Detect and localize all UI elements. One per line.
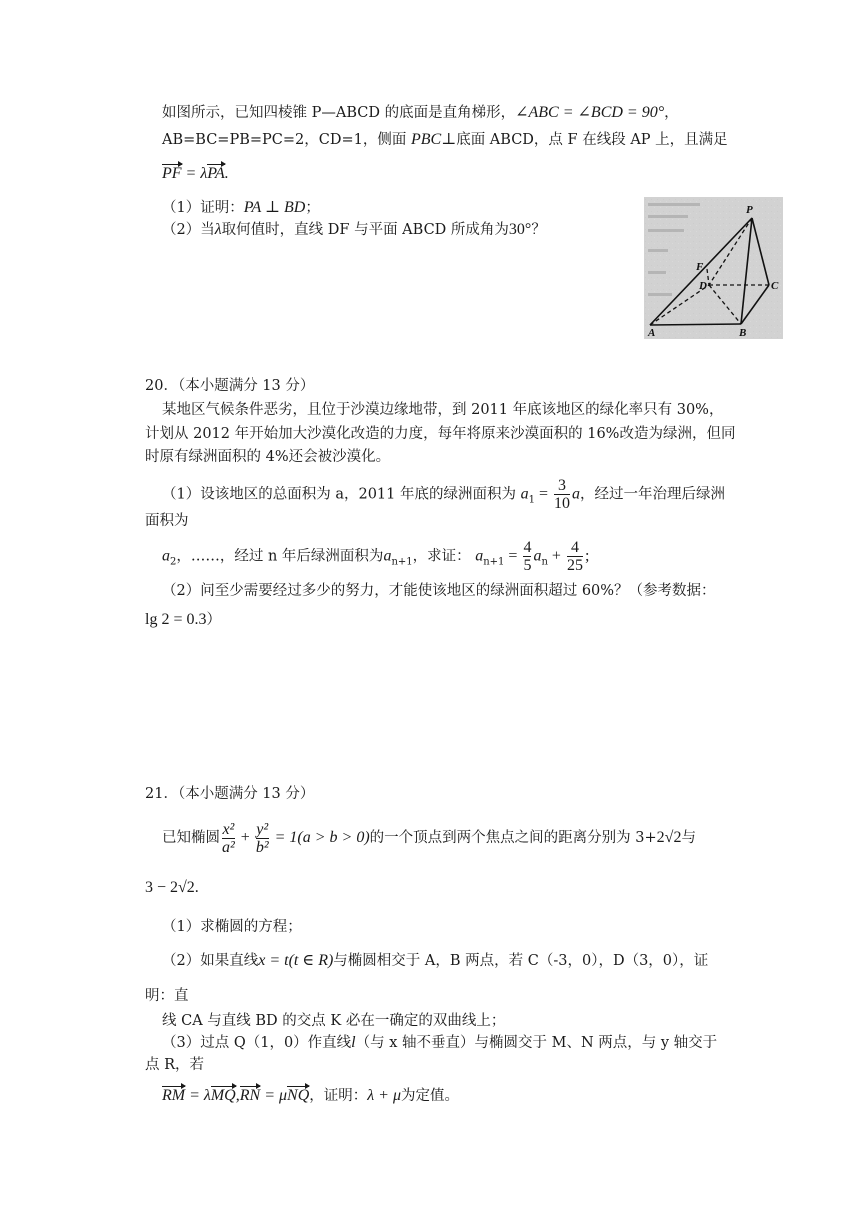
q21-part3-cont: 点 R，若	[145, 1057, 205, 1073]
vertex-label-p: P	[746, 204, 753, 216]
fraction-x2-a2: $\frac{\text{x²}}{\text{a²}}$	[222, 820, 235, 856]
q20-intro-line3: 时原有绿洲面积的 4%还会被沙漠化。	[145, 449, 391, 465]
vector-pf: PF	[162, 163, 182, 185]
q20-part1-equation: $a_2$，……，经过 n 年后绿洲面积为$a_{n+1}$，求证： $a_{n+1}$ = $\frac{4}{5}$ $a_n$ + $\frac{4}{25}$ ;	[162, 539, 590, 574]
q21-part3: （3）过点 Q（1，0）作直线l（与 x 轴不垂直）与椭圆交于 M、N 两点，与 y 轴交于	[162, 1034, 718, 1051]
q20-part2: （2）问至少需要经过多少的努力，才能使该地区的绿洲面积超过 60%？（参考数据：	[162, 583, 716, 599]
vector-rm: RM	[162, 1085, 185, 1107]
q21-part2: （2）如果直线x = t(t ∈ R)与椭圆相交于 A，B 两点，若 C（-3，0），D（3，0），证	[162, 952, 709, 969]
q20-part1-cont: 面积为	[145, 513, 189, 529]
q21-part2-cont1: 明：直	[145, 988, 189, 1004]
vector-nq: NQ	[287, 1085, 309, 1107]
edge-ab	[650, 324, 741, 325]
pyramid-figure	[644, 197, 783, 339]
vector-mq: MQ	[211, 1085, 236, 1107]
q19-line2: AB=BC=PB=PC=2，CD=1，侧面 PBC⊥底面 ABCD，点 F 在线段 AP 上，且满足	[162, 131, 728, 148]
vertex-label-f: F	[696, 261, 704, 273]
q19-line1: 如图所示，已知四棱锥 P—ABCD 的底面是直角梯形，∠ABC = ∠BCD = 90°，	[162, 104, 679, 121]
q21-intro-line2: 3 − 2√2.	[145, 879, 199, 896]
vertex-label-a: A	[648, 327, 656, 339]
q19-part1: （1）证明：PA ⊥ BD；	[162, 199, 320, 216]
q20-intro-line2: 计划从 2012 年开始加大沙漠化改造的力度，每年将原来沙漠面积的 16%改造为绿洲，但同	[145, 426, 736, 442]
q21-part2-cont2: 线 CA 与直线 BD 的交点 K 必在一确定的双曲线上；	[162, 1013, 506, 1029]
q21-intro: 已知椭圆 $\frac{\text{x²}}{\text{a²}}$ + $\frac{\text{y²}}{\text{b²}}$ = 1(a > b > 0)的一个顶点到两个焦点之间的距离分别为 3+2√2与	[162, 820, 696, 856]
q20-part2-cont: lg 2 = 0.3）	[145, 611, 221, 628]
fraction-3-10: $\frac{3}{10}$	[554, 477, 571, 512]
vector-rn: RN	[240, 1085, 260, 1107]
vector-pa: PA	[207, 163, 224, 185]
q21-heading: 21．（本小题满分 13 分）	[145, 786, 315, 802]
vertex-label-d: D	[699, 280, 707, 292]
vertex-label-c: C	[771, 280, 779, 292]
fraction-y2-b2: $\frac{\text{y²}}{\text{b²}}$	[255, 820, 269, 856]
q21-part3-equation: RM = λMQ,RN = μNQ，证明：λ + μ为定值。	[162, 1085, 459, 1107]
vertex-label-b: B	[739, 327, 747, 339]
q21-part1: （1）求椭圆的方程；	[162, 919, 302, 935]
q20-part1: （1）设该地区的总面积为 a，2011 年底的绿洲面积为 $a_1$ = $\frac{3}{10}$ a，经过一年治理后绿洲	[162, 477, 726, 512]
q19-vector-equation: PF = λPA.	[162, 163, 229, 185]
q20-intro-line1: 某地区气候条件恶劣，且位于沙漠边缘地带，到 2011 年底该地区的绿化率只有 30%，	[162, 402, 724, 418]
q19-part2: （2）当λ取何值时，直线 DF 与平面 ABCD 所成角为30°？	[162, 221, 546, 238]
fraction-4-25: $\frac{4}{25}$	[566, 539, 583, 574]
pyramid-diagram	[644, 197, 783, 339]
fraction-4-5: $\frac{4}{5}$	[523, 539, 532, 574]
q20-heading: 20．（本小题满分 13 分）	[145, 378, 315, 394]
